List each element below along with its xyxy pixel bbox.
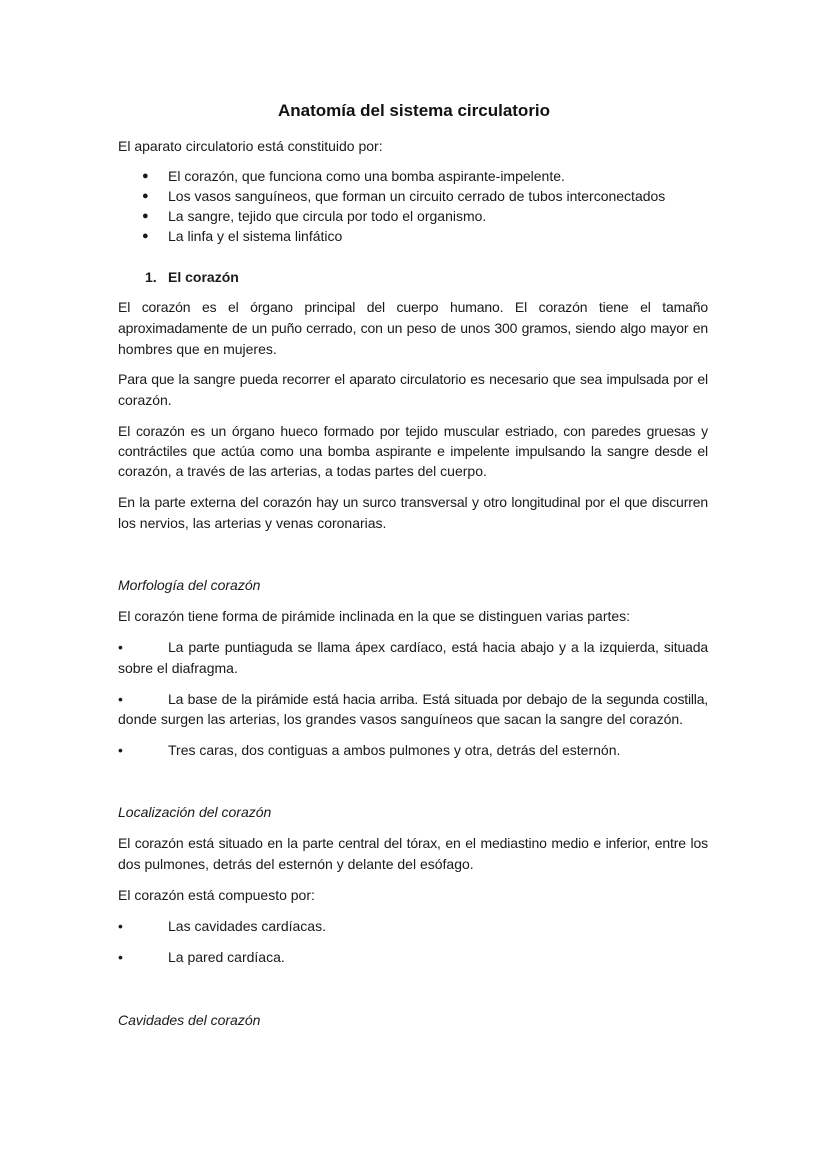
bullet-icon: ● — [142, 170, 149, 182]
paragraph-line: En la parte externa del corazón hay un surco transversal y otro longitudinal por el que discurren — [118, 494, 708, 510]
list-item-line: La base de la pirámide está hacia arriba. Está situada por debajo de la segunda costilla, — [168, 691, 708, 707]
bullet-icon: ● — [142, 210, 149, 222]
list-item-line: La parte puntiaguda se llama ápex cardíaco, está hacia abajo y a la izquierda, situada — [168, 639, 708, 655]
paragraph-line: corazón. — [118, 392, 172, 408]
section-number: 1. — [145, 269, 157, 285]
list-item: Las cavidades cardíacas. — [168, 918, 326, 934]
subsection-heading: Morfología del corazón — [118, 577, 261, 593]
morfologia-intro: El corazón tiene forma de pirámide inclinada en la que se distinguen varias partes: — [118, 608, 631, 624]
bullet-icon: • — [118, 742, 123, 758]
intro-list-item: El corazón, que funciona como una bomba aspirante-impelente. — [168, 168, 565, 184]
intro-list-item: La sangre, tejido que circula por todo el organismo. — [168, 208, 487, 224]
bullet-icon: • — [118, 949, 123, 965]
list-item: La pared cardíaca. — [168, 949, 285, 965]
list-item-line: donde surgen las arterias, los grandes vasos sanguíneos que sacan la sangre del corazón. — [118, 711, 684, 727]
paragraph-line: contráctiles que actúa como una bomba aspirante e impelente impulsando la sangre desde el — [118, 443, 708, 459]
intro-list-item: La linfa y el sistema linfático — [168, 228, 343, 244]
paragraph-line: dos pulmones, detrás del esternón y delante del esófago. — [118, 856, 474, 872]
paragraph-line: Para que la sangre pueda recorrer el aparato circulatorio es necesario que sea impulsada por el — [118, 371, 708, 387]
bullet-icon: • — [118, 918, 123, 934]
paragraph-line: El corazón es el órgano principal del cuerpo humano. El corazón tiene el tamaño — [118, 299, 708, 315]
paragraph-line: aproximadamente de un puño cerrado, con un peso de unos 300 gramos, siendo algo mayor en — [118, 320, 708, 336]
document-title: Anatomía del sistema circulatorio — [277, 101, 551, 120]
intro-text: El aparato circulatorio está constituido por: — [118, 138, 383, 154]
paragraph-line: hombres que en mujeres. — [118, 341, 277, 357]
paragraph-line: corazón, a través de las arterias, a todas partes del cuerpo. — [118, 463, 487, 479]
list-item-line: sobre el diafragma. — [118, 660, 238, 676]
bullet-icon: ● — [142, 230, 149, 242]
section-heading: El corazón — [168, 269, 239, 285]
paragraph-line: El corazón está situado en la parte central del tórax, en el mediastino medio e inferior, entre los — [118, 835, 708, 851]
subsection-heading: Localización del corazón — [118, 804, 272, 820]
bullet-icon: • — [118, 639, 123, 655]
bullet-icon: ● — [142, 190, 149, 202]
subsection-heading: Cavidades del corazón — [118, 1012, 261, 1028]
bullet-icon: • — [118, 691, 123, 707]
paragraph-line: El corazón es un órgano hueco formado por tejido muscular estriado, con paredes gruesas y — [118, 423, 708, 439]
intro-list-item: Los vasos sanguíneos, que forman un circuito cerrado de tubos interconectados — [168, 188, 666, 204]
composed-intro: El corazón está compuesto por: — [118, 887, 315, 903]
paragraph-line: los nervios, las arterias y venas coronarias. — [118, 515, 387, 531]
list-item-line: Tres caras, dos contiguas a ambos pulmones y otra, detrás del esternón. — [168, 742, 621, 758]
